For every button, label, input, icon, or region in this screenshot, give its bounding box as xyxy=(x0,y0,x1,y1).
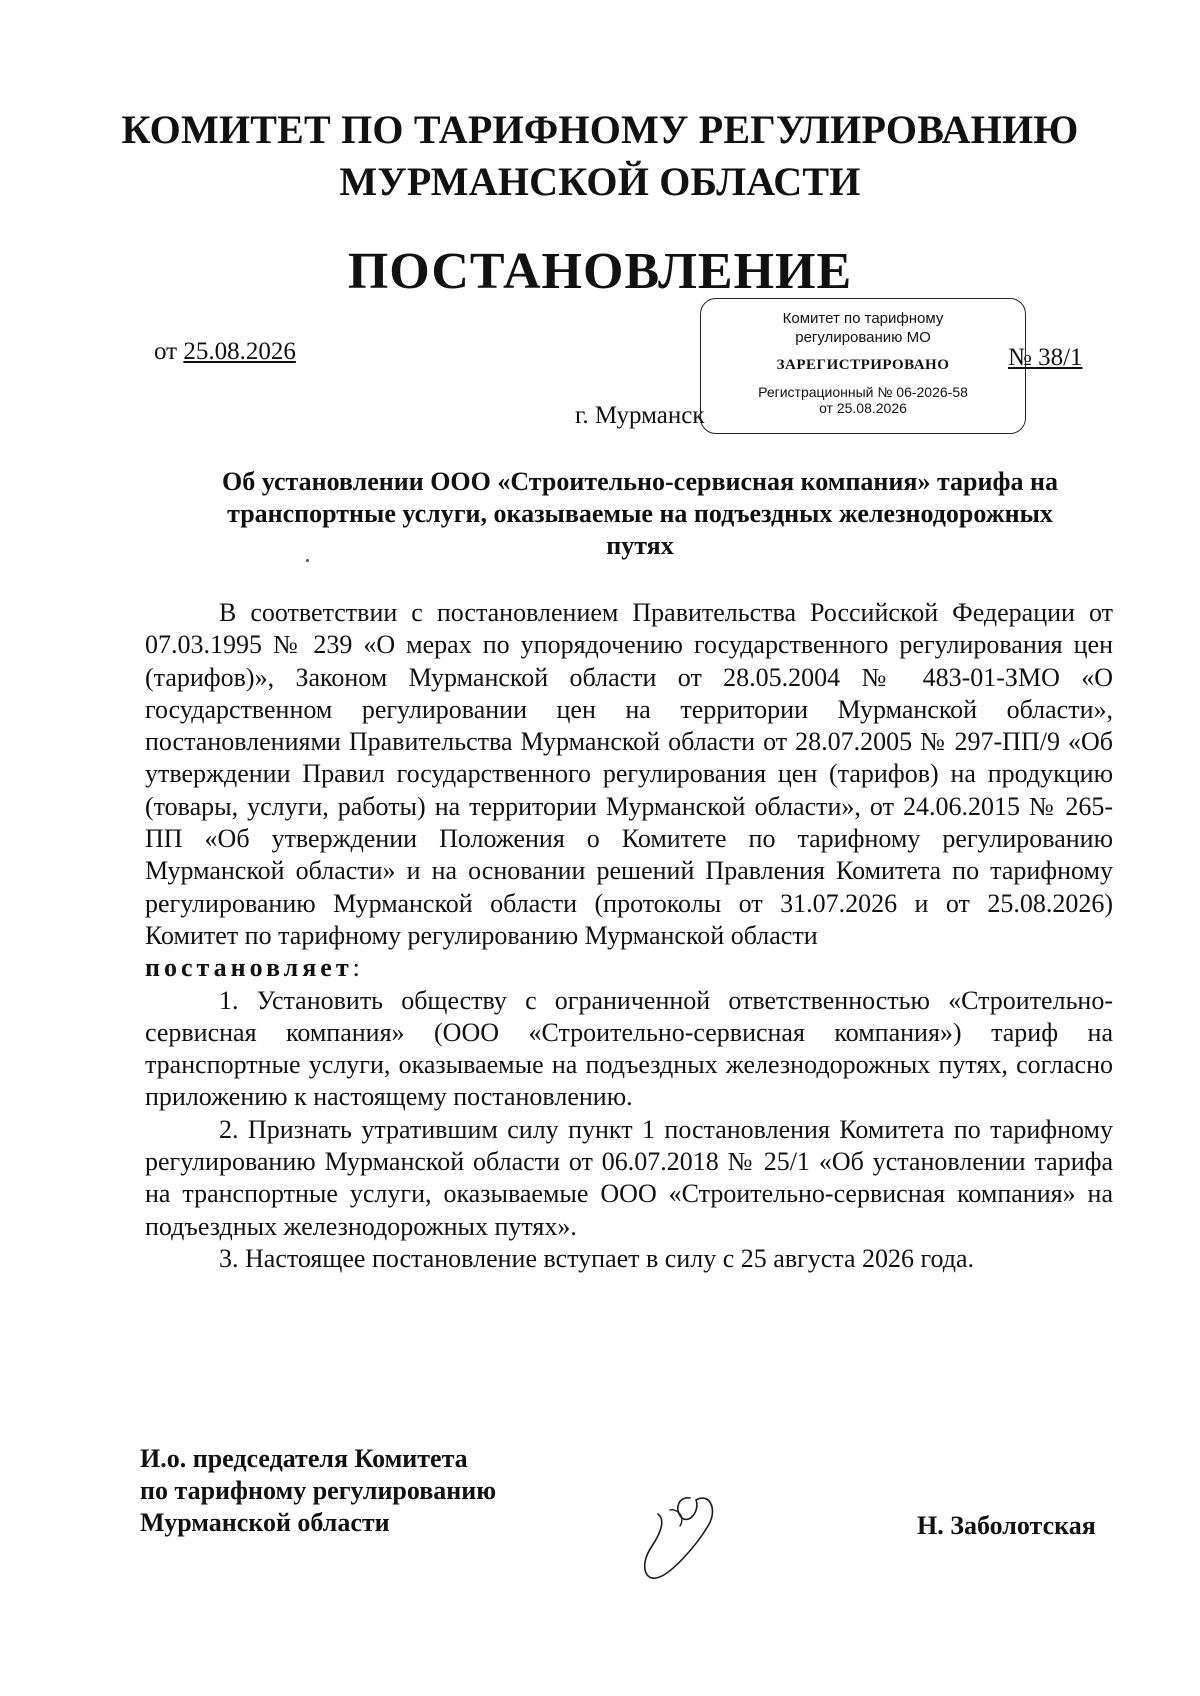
handwritten-signature xyxy=(630,1480,750,1590)
org-name-line2: МУРМАНСКОЙ ОБЛАСТИ xyxy=(339,159,861,204)
decree-word: постановляет xyxy=(145,953,353,983)
registration-stamp xyxy=(700,298,1026,434)
document-body xyxy=(145,597,1113,1275)
document-subject xyxy=(175,466,1105,562)
subject-line2: транспортные услуги, оказываемые на подъездных железнодорожных xyxy=(227,499,1053,528)
date-prefix: от xyxy=(154,338,178,365)
stamp-status: ЗАРЕГИСТРИРОВАНО xyxy=(776,357,950,373)
decree-line xyxy=(145,952,1113,984)
body-item-1: 1. Установить обществу с ограниченной ответственностью «Строительно-сервисная компания» (ООО «Строительно-сервисная компания») тариф на транспортные услуги, оказываемые на подъездных железнодорожных путях, согласно приложению к настоящему постановлению. xyxy=(145,985,1113,1112)
stamp-org-line2: регулированию МО xyxy=(795,329,931,346)
signatory-title xyxy=(140,1443,496,1539)
signatory-title-line2: по тарифному регулированию xyxy=(140,1476,497,1505)
org-name-line1: КОМИТЕТ ПО ТАРИФНОМУ РЕГУЛИРОВАНИЮ xyxy=(121,107,1079,152)
document-type-title: ПОСТАНОВЛЕНИЕ xyxy=(347,243,853,300)
subject-line3: путях xyxy=(606,531,674,560)
signatory-title-line1: И.о. председателя Комитета xyxy=(140,1444,468,1473)
subject-line1: Об установлении ООО «Строительно-сервисная компания» тарифа на xyxy=(222,467,1058,496)
signatory-title-line3: Мурманской области xyxy=(140,1508,390,1537)
document-number: № 38/1 xyxy=(1008,344,1083,371)
document-city: г. Мурманск xyxy=(575,402,705,429)
stamp-org xyxy=(701,309,1025,347)
stamp-registration xyxy=(701,384,1025,416)
scan-speck xyxy=(306,559,309,562)
body-item-2: 2. Признать утратившим силу пункт 1 постановления Комитета по тарифному регулированию Мурманской области от 06.07.2018 № 25/1 «Об установлении тарифа на транспортные услуги, оказываемые ООО «Строительно-сервисная компания» на подъездных железнодорожных путях». xyxy=(145,1114,1113,1241)
body-preamble: В соответствии с постановлением Правительства Российской Федерации от 07.03.1995 № 239 «О мерах по упорядочению государственного регулирования цен (тарифов)», Законом Мурманской области от 28.05.2004 № 483-01-ЗМО «О государственном регулировании цен на территории Мурманской области», постановлениями Правительства Мурманской области от 28.07.2005 № 297-ПП/9 «Об утверждении Правил государственного регулирования цен (тарифов) на продукцию (товары, услуги, работы) на территории Мурманской области», от 24.06.2015 № 265-ПП «Об утверждении Положения о Комитете по тарифному регулированию Мурманской области» и на основании решений Правления Комитета по тарифному регулированию Мурманской области (протоколы от 31.07.2026 и от 25.08.2026) Комитет по тарифному регулированию Мурманской области xyxy=(145,598,1113,950)
document-date xyxy=(154,338,296,366)
date-value: 25.08.2026 xyxy=(183,338,296,365)
stamp-org-line1: Комитет по тарифному xyxy=(782,310,944,327)
stamp-reg-number: Регистрационный № 06-2026-58 xyxy=(758,384,968,400)
body-item-3: 3. Настоящее постановление вступает в силу с 25 августа 2026 года. xyxy=(219,1243,975,1273)
signatory-name: Н. Заболотская xyxy=(917,1511,1096,1540)
stamp-reg-date: от 25.08.2026 xyxy=(819,400,907,416)
decree-colon: : xyxy=(352,953,360,983)
